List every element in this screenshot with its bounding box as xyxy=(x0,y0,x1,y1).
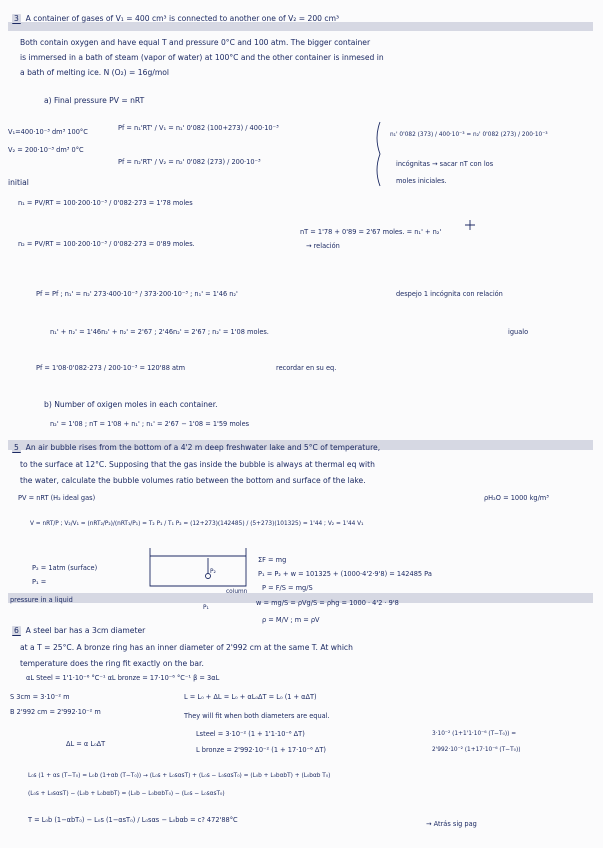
n2-calc: n₂ = PV/RT = 100·200·10⁻³ / 0'082·273 = 0'89 moles. xyxy=(18,240,195,248)
ideal-gas-note: PV = nRT (H₂ ideal gas) xyxy=(18,494,96,502)
part-a-heading: a) Final pressure PV = nRT xyxy=(44,96,145,105)
volume-1: V₁=400·10⁻³ dm³ 100°C xyxy=(8,128,88,136)
n1-calc: n₁ = PV/RT = 100·200·10⁻³ / 0'082·273 = 1'78 moles xyxy=(18,199,193,207)
plus-mark xyxy=(465,220,475,230)
volume-ratio: V = nRT/P ; V₂/V₁ = (nRT₂/P₂)/(nRT₁/P₁) = T₂ P₁ / T₁ P₂ = (12+273)(142485) / (5+273)(101325) = 1'44 ; V₂ = 1'44 V₁ xyxy=(30,521,364,527)
continue-note: → Atrás sig pag xyxy=(426,820,477,828)
igualo-note: igualo xyxy=(508,328,529,336)
final-temperature: T = L₀b (1−αbT₀) − L₀s (1−αsT₀) / L₀sαs − L₀bαb = c? 472'88°C xyxy=(28,816,238,824)
column-label: column xyxy=(226,589,248,595)
p2-surface: P₂ = 1atm (surface) xyxy=(32,564,98,572)
pf-container-2: Pf = n₂'RT' / V₂ = n₂' 0'082 (273) / 200·10⁻³ xyxy=(118,158,261,166)
intro-line: An air bubble rises from the bottom of a 4'2 m deep freshwater lake and 5°C of temperature, xyxy=(25,443,381,452)
l-bronze: L bronze = 2'992·10⁻² (1 + 17·10⁻⁶ ΔT) xyxy=(196,746,326,754)
intro-line: A container of gases of V₁ = 400 cm³ is connected to another one of V₂ = 200 cm³ xyxy=(25,14,340,23)
nt-calc: nT = 1'78 + 0'89 = 2'67 moles. = n₁' + n₂' xyxy=(300,228,442,236)
recordar-note: recordar en su eq. xyxy=(276,364,337,372)
system-line-1: 3·10⁻² (1+1'1·10⁻⁶ (T−T₀)) = xyxy=(432,731,517,737)
intro-line: the water, calculate the bubble volumes ratio between the bottom and surface of the lake. xyxy=(20,476,366,485)
density-def: ρ = M/V ; m = ρV xyxy=(262,616,320,624)
part-b-result: n₂' = 1'08 ; nT = 1'08 + n₁' ; n₁' = 2'67 − 1'08 = 1'59 moles xyxy=(50,420,250,428)
bronze-diameter: B 2'992 cm = 2'992·10⁻² m xyxy=(10,708,101,716)
intro-line: at a T = 25°C. A bronze ring has an inner diameter of 2'992 cm at the same T. At which xyxy=(20,643,353,652)
despejo-note: despejo 1 incógnita con relación xyxy=(396,290,503,298)
note-incognitas: incógnitas → sacar nT con los xyxy=(396,160,494,168)
pf-final: Pf = 1'08·0'082·273 / 200·10⁻³ = 120'88 atm xyxy=(36,364,186,372)
l-steel: Lsteel = 3·10⁻² (1 + 1'1·10⁻⁶ ΔT) xyxy=(196,730,305,738)
pressure-note: pressure in a liquid xyxy=(10,596,73,604)
intro-line: A steel bar has a 3cm diameter xyxy=(25,626,146,635)
fit-condition: They will fit when both diameters are equal. xyxy=(184,712,330,720)
intro-line: Both contain oxygen and have equal T and pressure 0°C and 100 atm. The bigger container xyxy=(20,38,371,47)
p1-value: P₁ = P₂ + w = 101325 + (1000·4'2·9'8) = 142485 Pa xyxy=(258,570,432,578)
pf-equality: Pf = Pf ; n₁' = n₂' 273·400·10⁻³ / 373·200·10⁻³ ; n₁' = 1'46 n₂' xyxy=(36,290,238,298)
length-formula: L = L₀ + ΔL = L₀ + αL₀ΔT = L₀ (1 + αΔT) xyxy=(184,693,317,701)
problem-number: 3 xyxy=(14,14,19,23)
relacion-note: → relación xyxy=(306,242,340,250)
intro-line: temperature does the ring fit exactly on the bar. xyxy=(20,659,204,668)
note-moles-iniciales: moles iniciales. xyxy=(396,177,447,185)
p1-label: P₁ = xyxy=(32,578,47,586)
system-line-2: 2'992·10⁻² (1+17·10⁻⁶ (T−T₀)) xyxy=(432,747,521,753)
bubble-icon xyxy=(206,574,211,579)
p1-marker: P₁ xyxy=(203,605,209,611)
intro-line: to the surface at 12°C. Supposing that the gas inside the bubble is always at thermal eq with xyxy=(20,460,375,469)
volume-2: V₂ = 200·10⁻³ dm³ 0°C xyxy=(8,146,84,154)
lake-container xyxy=(150,548,246,586)
problem-number: 5 xyxy=(14,443,19,452)
intro-line: a bath of melting ice. N (O₂) = 16g/mol xyxy=(20,68,170,77)
equality-right: n₁' 0'082 (373) / 400·10⁻³ = n₂' 0'082 (273) / 200·10⁻³ xyxy=(390,132,548,138)
curly-brace xyxy=(377,122,380,186)
p2-marker: P₂ xyxy=(210,569,216,575)
problem-number: 6 xyxy=(14,626,19,635)
steel-diameter: S 3cm = 3·10⁻² m xyxy=(10,693,70,701)
intro-line: is immersed in a bath of steam (vapor of water) at 100°C and the other container is inmesed in xyxy=(20,53,384,62)
weight-term: w = mg/S = ρVg/S = ρhg = 1000 · 4'2 · 9'8 xyxy=(256,599,399,607)
water-density: ρH₂O = 1000 kg/m³ xyxy=(484,494,549,502)
pressure-def: P = F/S = mg/S xyxy=(262,584,313,592)
sum-line: n₁' + n₂' = 1'46n₂' + n₂' = 2'67 ; 2'46n₂' = 2'67 ; n₂' = 1'08 moles. xyxy=(50,328,269,336)
expansion-coefficients: αL Steel = 1'1·10⁻⁶ °C⁻¹ αL bronze = 17·10⁻⁶ °C⁻¹ β = 3αL xyxy=(26,674,220,682)
rearranged-equation: (L₀s + L₀sαsT) − (L₀b + L₀bαbT) = (L₀b − L₀bαbT₀) − (L₀s − L₀sαsT₀) xyxy=(28,791,225,797)
pf-container-1: Pf = n₁'RT' / V₁ = n₁' 0'082 (100+273) / 400·10⁻³ xyxy=(118,124,279,132)
delta-l: ΔL = α L₀ΔT xyxy=(66,740,106,748)
sum-forces: ΣF = mg xyxy=(258,556,287,564)
initial-label: initial xyxy=(8,178,29,187)
part-b-heading: b) Number of oxigen moles in each container. xyxy=(44,400,218,409)
expansion-equation: L₀s (1 + αs (T−T₀) = L₀b (1+αb (T−T₀)) → (L₀s + L₀sαsT) + (L₀s − L₀sαsT₀) = (L₀b + L₀bαbT) + (L₀bαb T₀) xyxy=(28,773,331,779)
